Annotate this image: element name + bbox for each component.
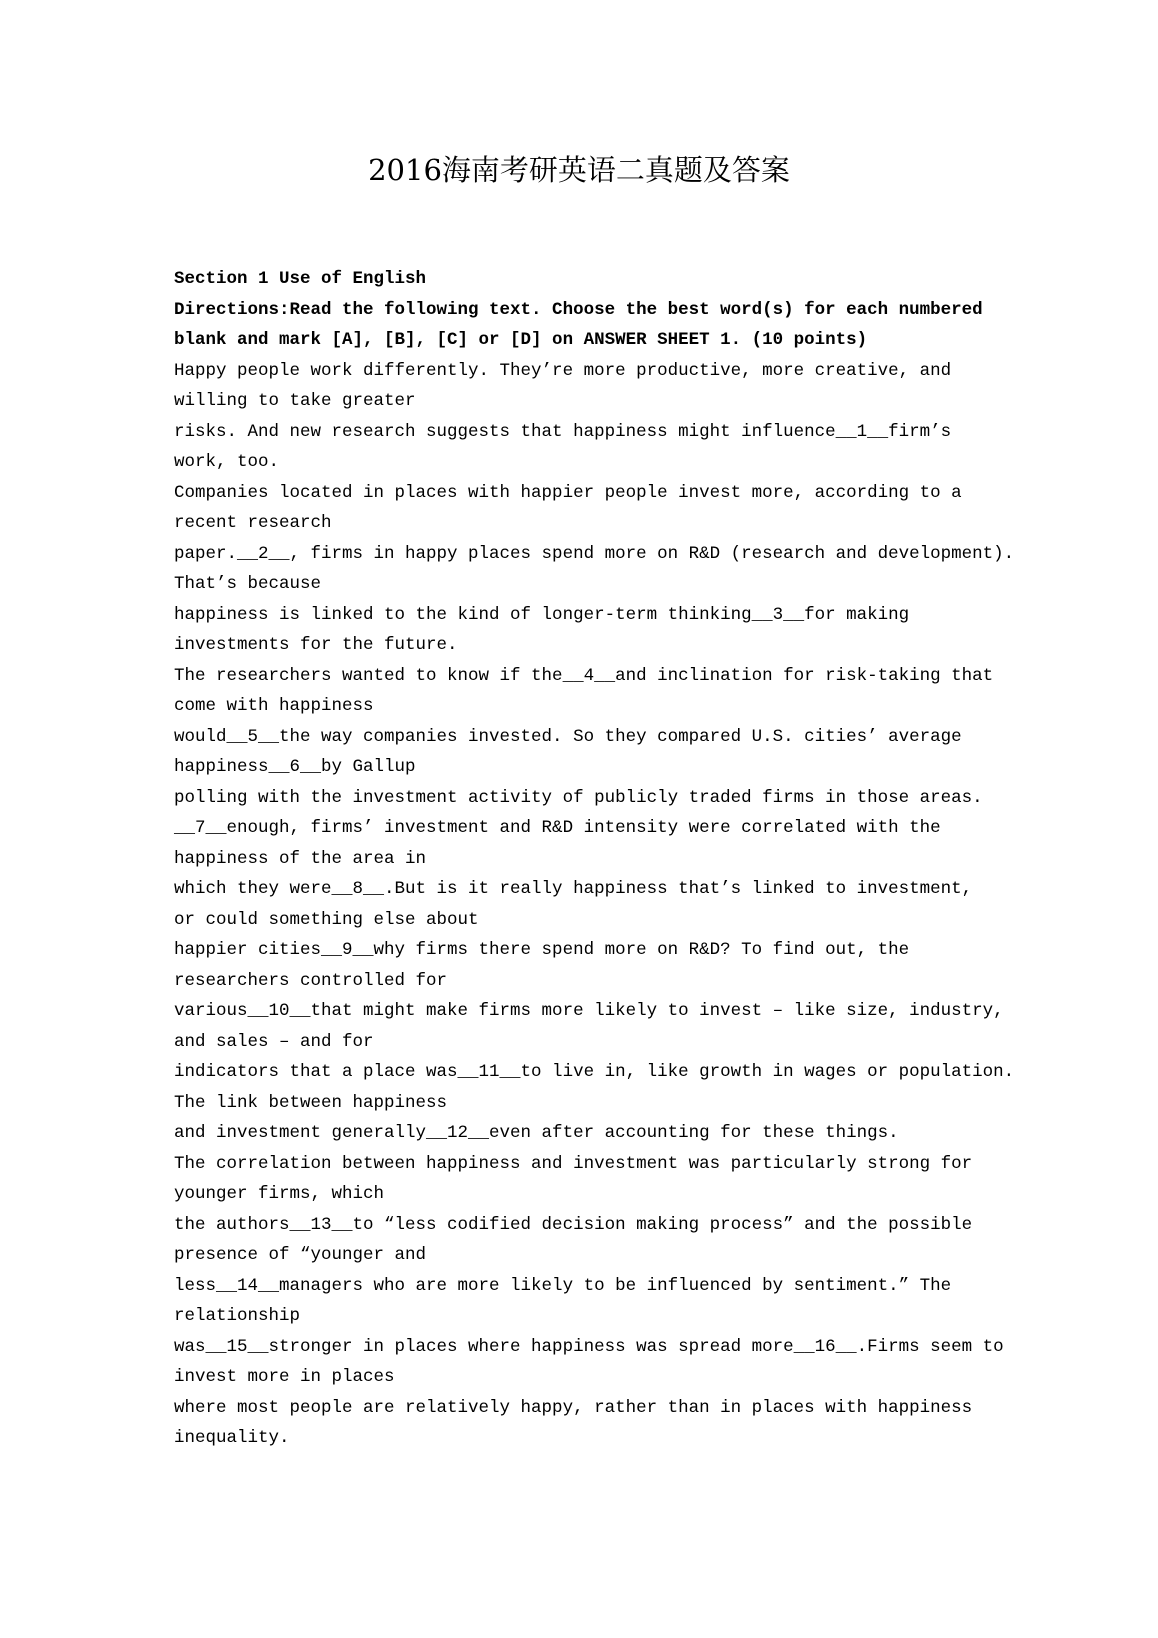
document-title: 2016海南考研英语二真题及答案 — [368, 153, 790, 187]
passage-line: the authors__13__to “less codified decision making process” and the possible — [174, 1214, 973, 1235]
passage-line: The correlation between happiness and investment was particularly strong for — [174, 1153, 973, 1174]
passage-line: come with happiness — [174, 696, 374, 716]
passage-line: polling with the investment activity of publicly traded firms in those areas. — [174, 787, 983, 808]
directions-line: Directions:Read the following text. Choose the best word(s) for each numbered — [174, 299, 983, 320]
passage-line: less__14__managers who are more likely to be influenced by sentiment.” The — [174, 1275, 952, 1296]
directions — [174, 295, 1004, 356]
passage-line: or could something else about — [174, 909, 479, 930]
passage-line: indicators that a place was__11__to live in, like growth in wages or population. — [174, 1062, 1015, 1082]
passage-line: which they were__8__.But is it really happiness that’s linked to investment, — [174, 879, 973, 899]
passage-line: Companies located in places with happier people invest more, according to a — [174, 482, 962, 503]
directions-line: blank and mark [A], [B], [C] or [D] on ANSWER SHEET 1. (10 points) — [174, 330, 868, 350]
passage — [174, 356, 1015, 1454]
passage-line: The researchers wanted to know if the__4__and inclination for risk-taking that — [174, 665, 994, 686]
passage-line: happiness is linked to the kind of longer-term thinking__3__for making — [174, 604, 910, 625]
passage-line: The link between happiness — [174, 1092, 448, 1113]
passage-line: __7__enough, firms’ investment and R&D intensity were correlated with the — [174, 818, 941, 838]
passage-line: would__5__the way companies invested. So they compared U.S. cities’ average — [174, 726, 962, 747]
passage-line: presence of “younger and — [174, 1245, 427, 1265]
passage-line: happiness of the area in — [174, 848, 427, 869]
passage-line: and sales – and for — [174, 1031, 374, 1052]
passage-line: Happy people work differently. They’re more productive, more creative, and — [174, 360, 952, 381]
passage-line: inequality. — [174, 1428, 290, 1448]
passage-line: where most people are relatively happy, rather than in places with happiness — [174, 1397, 973, 1418]
passage-line: researchers controlled for — [174, 970, 448, 991]
passage-line: relationship — [174, 1306, 301, 1326]
passage-line: and investment generally__12__even after accounting for these things. — [174, 1123, 899, 1143]
passage-line: willing to take greater — [174, 391, 416, 411]
passage-line: happier cities__9__why firms there spend more on R&D? To find out, the — [174, 940, 910, 960]
passage-line: That’s because — [174, 574, 322, 594]
passage-line: risks. And new research suggests that happiness might influence__1__firm’s — [174, 421, 952, 442]
passage-line: younger firms, which — [174, 1184, 385, 1204]
passage-line: was__15__stronger in places where happiness was spread more__16__.Firms seem to — [174, 1336, 1004, 1357]
passage-line: recent research — [174, 513, 332, 533]
section-heading: Section 1 Use of English — [174, 269, 427, 289]
passage-line: paper.__2__, firms in happy places spend more on R&D (research and development). — [174, 543, 1015, 564]
passage-line: work, too. — [174, 452, 280, 472]
passage-line: happiness__6__by Gallup — [174, 757, 416, 777]
passage-line: invest more in places — [174, 1367, 395, 1387]
passage-line: various__10__that might make firms more likely to invest – like size, industry, — [174, 1001, 1004, 1021]
document-body — [174, 264, 1015, 1454]
passage-line: investments for the future. — [174, 635, 458, 655]
